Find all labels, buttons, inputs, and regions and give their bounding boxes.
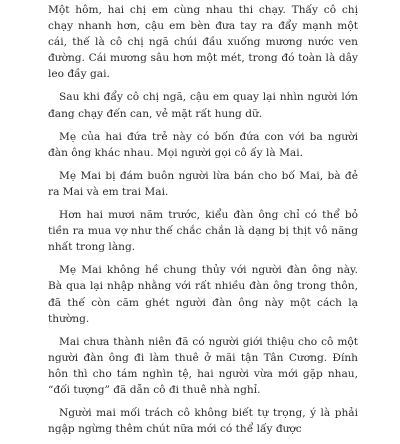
paragraph-5: Hơn hai mươi năm trước, kiểu đàn ông chỉ có thể bỏ tiền ra mua vợ như thế chắc chắn là dạng bị thịt vô năng nhất trong làng. xyxy=(48,209,358,254)
paragraph-7: Mai chưa thành niên đã có người giới thiệu cho cô một người đàn ông đi làm thuê ở mãi tận Tân Cương. Đính hôn thì cho tám nghìn tệ, hai người vừa mới gặp nhau, “đối tượng” đã dẫn cô đi thuê nhà nghỉ. xyxy=(48,335,358,396)
paragraph-8: Người mai mối trách cô không biết tự trọng, ý là phải ngập ngừng thêm chút nữa mới có thể lấy được xyxy=(48,407,358,436)
document-page xyxy=(48,2,358,444)
paragraph-1: Một hôm, hai chị em cùng nhau thi chạy. Thấy cô chị chạy nhanh hơn, cậu em bèn đưa tay ra đẩy mạnh một cái, thế là cô chị ngã chúi đầu xuống mương nước ven đường. Cái mương sâu hơn một mét, trong đó toàn là dây leo đầy gai. xyxy=(48,4,358,81)
paragraph-2: Sau khi đẩy cô chị ngã, cậu em quay lại nhìn người lớn đang chạy đến can, vẻ mặt rất hung dữ. xyxy=(48,91,358,120)
paragraph-6: Mẹ Mai không hề chung thủy với người đàn ông này. Bà qua lại nhập nhằng với rất nhiều đàn ông trong thôn, đã thế còn căm ghét người đàn ông này một cách lạ thường. xyxy=(48,264,358,325)
paragraph-3: Mẹ của hai đứa trẻ này có bốn đứa con với ba người đàn ông khác nhau. Mọi người gọi cô ấy là Mai. xyxy=(48,130,358,159)
paragraph-4: Mẹ Mai bị đám buôn người lừa bán cho bố Mai, bà đẻ ra Mai và em trai Mai. xyxy=(48,169,358,198)
